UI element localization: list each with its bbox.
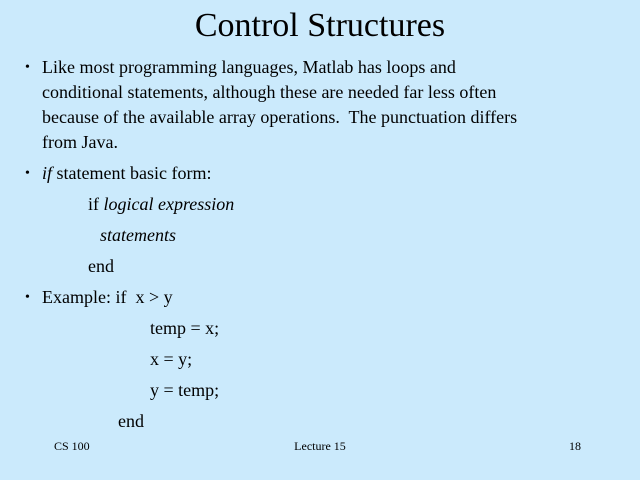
slide-body [0, 55, 640, 434]
content-line [0, 223, 640, 248]
content-line [0, 105, 640, 130]
footer-lecture: Lecture 15 [294, 439, 346, 453]
bullet-item [0, 55, 640, 80]
text-segment: end [118, 411, 144, 431]
slide-title: Control Structures [194, 7, 446, 44]
content-line [0, 130, 640, 155]
text-segment: if [88, 194, 104, 214]
bullet-icon: • [25, 166, 30, 181]
content-line [0, 254, 640, 279]
content-line [0, 347, 640, 372]
text-segment: y = temp; [150, 380, 220, 400]
content-line [0, 409, 640, 434]
content-line [0, 378, 640, 403]
bullet-icon: • [25, 60, 30, 75]
content-line [0, 316, 640, 341]
text-segment: from Java. [42, 132, 118, 152]
text-segment: conditional statements, although these are needed far less often [42, 82, 497, 102]
text-segment: end [88, 256, 114, 276]
text-segment: x = y; [150, 349, 193, 369]
bullet-item [0, 161, 640, 186]
bullet-item [0, 285, 640, 310]
text-segment: temp = x; [150, 318, 220, 338]
text-segment: statements [100, 225, 176, 245]
text-segment: Like most programming languages, Matlab has loops and [42, 57, 456, 77]
footer-course: CS 100 [54, 439, 90, 453]
text-segment: Example: if x > y [42, 287, 173, 307]
text-segment: logical expression [103, 194, 235, 214]
text-segment: statement basic form: [56, 163, 212, 183]
content-line [0, 192, 640, 217]
content-line [0, 80, 640, 105]
text-segment: because of the available array operations. The punctuation differs [42, 107, 518, 127]
footer-page-number: 18 [569, 439, 581, 453]
bullet-icon: • [25, 290, 30, 305]
text-segment: if [42, 163, 57, 183]
